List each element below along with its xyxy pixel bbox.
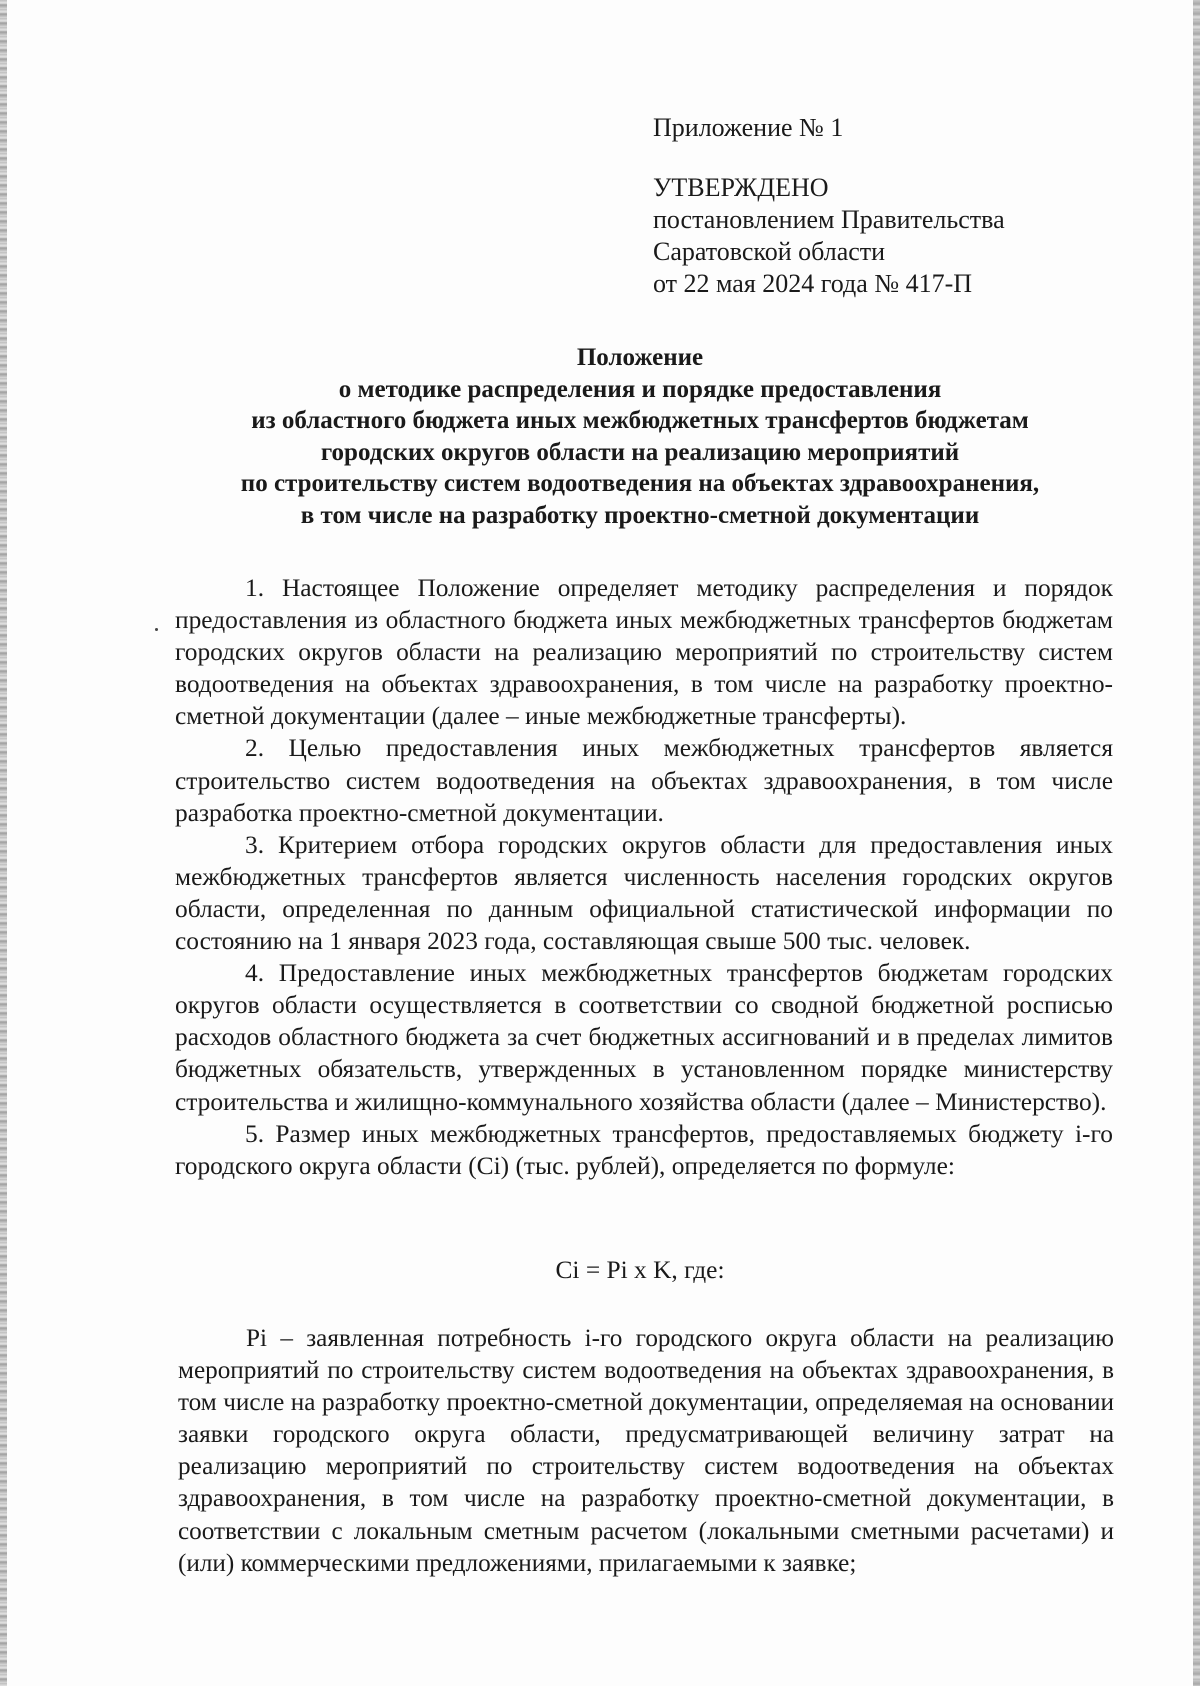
formula: Ci = Pi x K, где:: [555, 1256, 725, 1284]
scan-edge-right: [1193, 0, 1200, 1686]
formula-definition: [178, 1323, 1114, 1580]
definition-pi: Pi – заявленная потребность i-го городского округа области на реализацию мероприятий по строительству систем водоотведения на объектах здравоохранения, в том числе на разработку проектно-сметной документации, определяемая на основании заявки городского округа области, предусматривающей величину затрат на реализацию мероприятий по строительству систем водоотведения на объектах здравоохранения, в том числе на разработку проектно-сметной документации, в соответствии с локальным сметным расчетом (локальными сметными расчетами) и (или) коммерческими предложениями, прилагаемыми к заявке;: [178, 1325, 1114, 1577]
paragraph-1: 1. Настоящее Положение определяет методику распределения и порядок предоставления из областного бюджета иных межбюджетных трансфертов бюджетам городских округов области на реализацию мероприятий по строительству систем водоотведения на объектах здравоохранения, в том числе на разработку проектно-сметной документации (далее – иные межбюджетные трансферты).: [175, 574, 1113, 731]
title-line: Положение: [576, 344, 704, 371]
scan-edge-left: [0, 0, 7, 1686]
approved-region-line: Саратовской области: [653, 237, 886, 266]
title-line: в том числе на разработку проектно-сметной документации: [300, 501, 980, 529]
paragraph-2: 2. Целью предоставления иных межбюджетных трансфертов является строительство систем водоотведения на объектах здравоохранения, в том числе разработка проектно-сметной документации.: [175, 734, 1113, 827]
scan-speck: [155, 628, 158, 631]
document-title: [150, 342, 1130, 531]
paragraph-5: 5. Размер иных межбюджетных трансфертов, предоставляемых бюджету i-го городского округа области (Ci) (тыс. рублей), определяется по формуле:: [175, 1119, 1113, 1180]
paragraph-3: 3. Критерием отбора городских округов области для предоставления иных межбюджетных трансфертов является численность населения городских округов области, определенная по данным официальной статистической информации по состоянию на 1 января 2023 года, составляющая свыше 500 тыс. человек.: [175, 830, 1113, 956]
approved-date-line: от 22 мая 2024 года № 417-П: [653, 269, 973, 298]
title-line: из областного бюджета иных межбюджетных трансфертов бюджетам: [251, 407, 1029, 434]
title-line: по строительству систем водоотведения на объектах здравоохранения,: [240, 470, 1040, 497]
paragraph-4: 4. Предоставление иных межбюджетных трансфертов бюджетам городских округов области осуществляется в соответствии со сводной бюджетной росписью расходов областного бюджета за счет бюджетных ассигнований и в пределах лимитов бюджетных обязательств, утвержденных в установленном порядке министерству строительства и жилищно-коммунального хозяйства области (далее – Министерство).: [175, 959, 1113, 1116]
approval-block: [653, 112, 1005, 300]
annex-number: Приложение № 1: [653, 113, 844, 142]
document-body: [175, 572, 1113, 1182]
title-line: о методике распределения и порядке предоставления: [338, 375, 942, 403]
approved-by-line: постановлением Правительства: [653, 205, 1005, 234]
approved-stamp-text: УТВЕРЖДЕНО: [653, 173, 829, 202]
title-line: городских округов области на реализацию мероприятий: [320, 438, 960, 466]
